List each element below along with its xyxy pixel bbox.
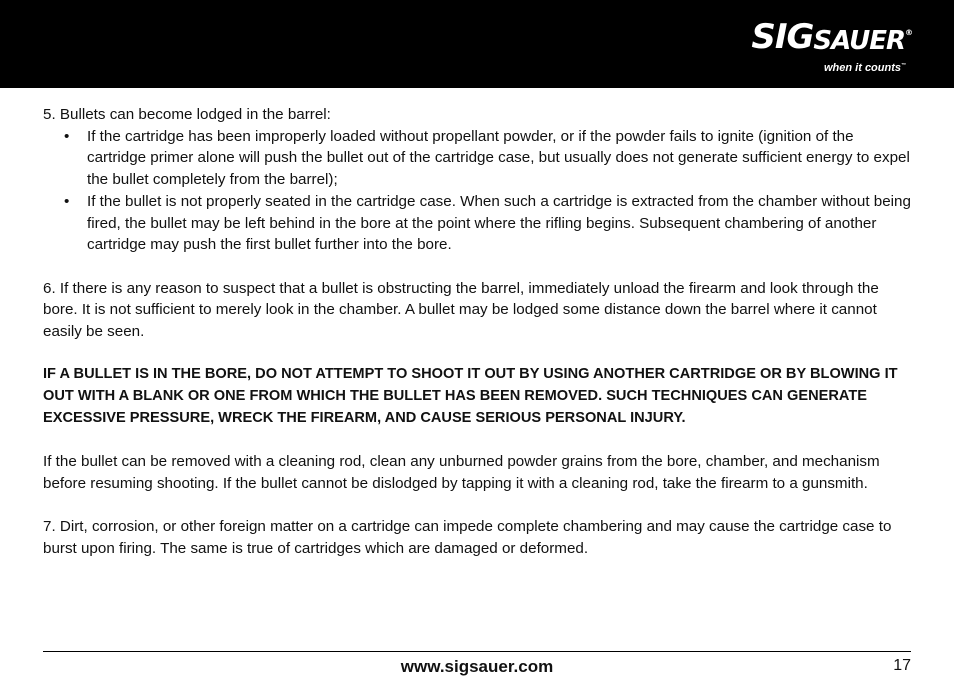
item-7-paragraph: 7. Dirt, corrosion, or other foreign matter on a cartridge can impede complete chambering and may cause the cartridge case to burst upon firing. The same is true of cartridges which are damaged or deformed. xyxy=(43,518,892,557)
logo-trademark: ™ xyxy=(901,62,906,69)
item-5-intro: 5. Bullets can become lodged in the barrel: xyxy=(43,106,331,123)
page-number: 17 xyxy=(893,657,911,674)
logo-registered-mark: ® xyxy=(905,28,912,37)
warning-paragraph: IF A BULLET IS IN THE BORE, DO NOT ATTEMPT TO SHOOT IT OUT BY USING ANOTHER CARTRIDGE OR BY BLOWING IT OUT WITH A BLANK OR ONE FROM WHICH THE BULLET HAS BEEN REMOVED. SUCH TECHNIQUES CAN GENERATE EXCESSIVE PRESSURE, WRECK THE FIREARM, AND CAUSE SERIOUS PERSONAL INJURY. xyxy=(43,366,898,426)
logo-sauer-text: SAUER xyxy=(813,26,905,56)
bullet-text: If the cartridge has been improperly loaded without propellant powder, or if the powder fails to ignite (ignition of the cartridge primer alone will push the bullet out of the cartridge case, but usually does not generate sufficient energy to expel the bullet completely from the barrel); xyxy=(87,127,910,189)
bullet-dot-icon: • xyxy=(64,127,70,145)
logo-wordmark xyxy=(751,17,912,57)
item-6-paragraph: 6. If there is any reason to suspect that a bullet is obstructing the barrel, immediately unload the firearm and look through the bore. It is not sufficient to merely look in the chamber. A bullet may be lodged some distance down the barrel where it cannot easily be seen. xyxy=(43,279,879,341)
logo-tagline xyxy=(824,62,906,74)
bullet-text: If the bullet is not properly seated in the cartridge case. When such a cartridge is extracted from the chamber without being fired, the bullet may be left behind in the bore at the point where the rifling begins. Subsequent chambering of another cartridge may push the first bullet further into the bore. xyxy=(87,192,911,254)
bullet-item xyxy=(64,126,911,191)
footer-url: www.sigsauer.com xyxy=(400,657,554,676)
sig-sauer-logo xyxy=(751,16,912,78)
item-5-bullet-list xyxy=(43,126,911,256)
page-content xyxy=(43,104,911,560)
logo-tagline-text: when it counts xyxy=(824,62,901,74)
logo-sig-text: SIG xyxy=(751,17,814,57)
bullet-dot-icon: • xyxy=(64,192,70,210)
paragraph-spacer xyxy=(43,343,911,365)
bullet-item xyxy=(64,191,911,256)
page-header xyxy=(0,0,954,88)
paragraph-spacer xyxy=(43,495,911,517)
paragraph-spacer xyxy=(43,256,911,278)
removal-paragraph: If the bullet can be removed with a cleaning rod, clean any unburned powder grains from the bore, chamber, and mechanism before resuming shooting. If the bullet cannot be dislodged by tapping it with a cleaning rod, take the firearm to a gunsmith. xyxy=(43,453,880,492)
paragraph-spacer xyxy=(43,430,911,452)
footer-divider xyxy=(43,651,911,652)
